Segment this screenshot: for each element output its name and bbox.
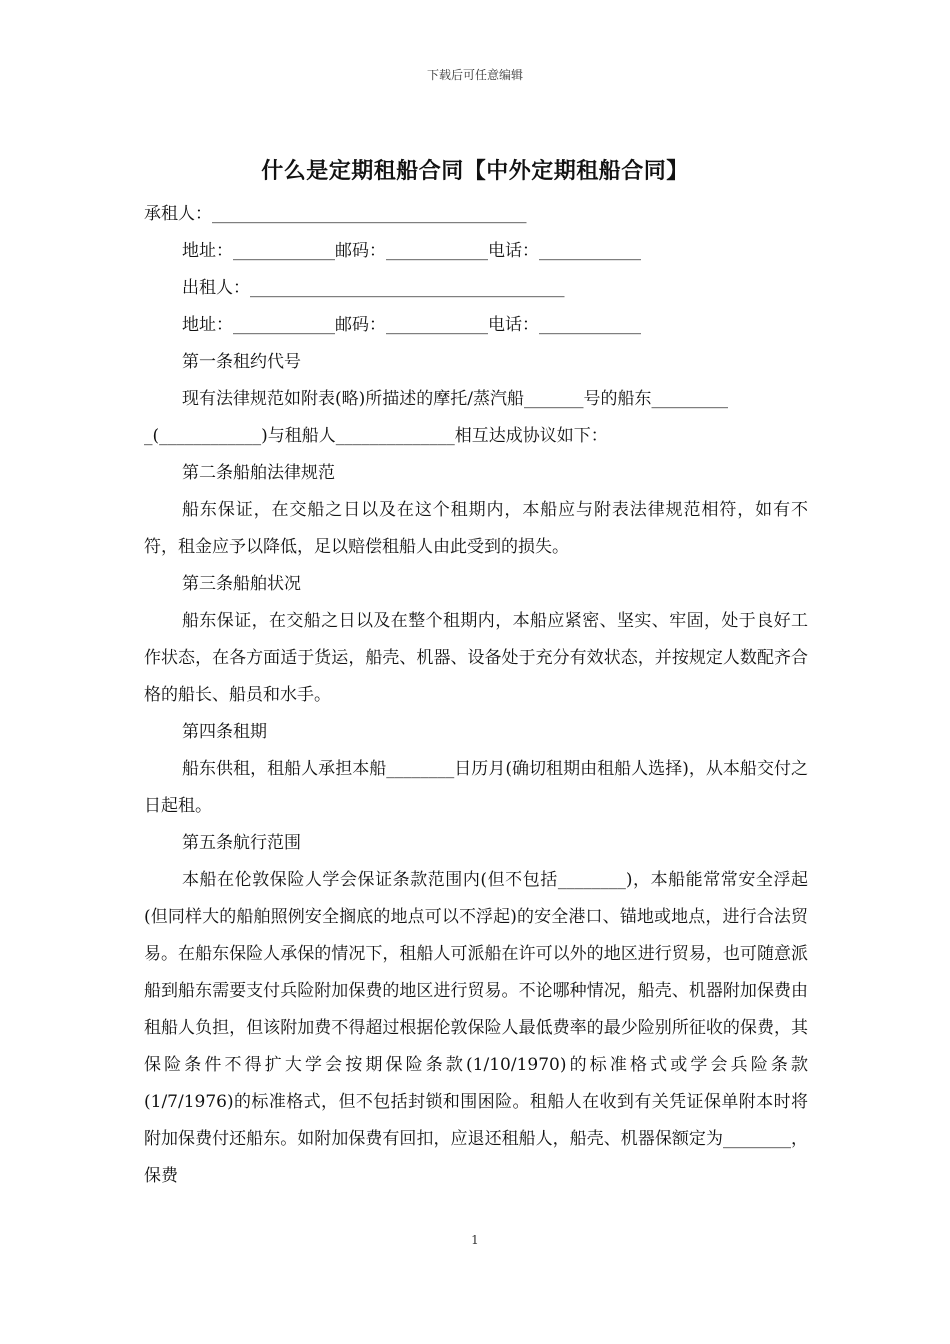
lessor-contact-line: 地址：____________邮码：____________电话：____________: [182, 315, 641, 335]
article-3-text: 船东保证，在交船之日以及在整个租期内，本船应紧密、坚实、牢固，处于良好工作状态，在各方面适于货运，船壳、机器、设备处于充分有效状态，并按规定人数配齐合格的船长、船员和水手。: [144, 611, 808, 705]
article-5-title: 第五条航行范围: [182, 833, 301, 853]
article-3-title: 第三条船舶状况: [182, 574, 301, 594]
article-1-title: 第一条租约代号: [182, 352, 301, 372]
article-4-title: 第四条租期: [182, 722, 267, 742]
document-body: [144, 196, 808, 1195]
article-1-line-2: _(____________)与租船人______________相互达成协议如下：: [144, 426, 608, 446]
lessee-line: 承租人：_____________________________________: [144, 204, 527, 224]
lessor-line: 出租人：_____________________________________: [182, 278, 565, 298]
article-4-text: 船东供租，租船人承担本船________日历月(确切租期由租船人选择)，从本船交付之日起租。: [144, 759, 808, 816]
page-header: 下载后可任意编辑: [426, 68, 523, 82]
page-number: 1: [471, 1233, 479, 1247]
article-2-title: 第二条船舶法律规范: [182, 463, 335, 483]
lessee-contact-line: 地址：____________邮码：____________电话：____________: [182, 241, 641, 261]
article-5-text: 本船在伦敦保险人学会保证条款范围内(但不包括________)，本船能常常安全浮起(但同样大的船舶照例安全搁底的地点可以不浮起)的安全港口、锚地或地点，进行合法贸易。在船东保险人承保的情况下，租船人可派船在许可以外的地区进行贸易，也可随意派船到船东需要支付兵险附加保费的地区进行贸易。不论哪种情况，船壳、机器附加保费由租船人负担，但该附加费不得超过根据伦敦保险人最低费率的最少险别所征收的保费，其保险条件不得扩大学会按期保险条款(1/10/1970)的标准格式或学会兵险条款(1/7/1976)的标准格式，但不包括封锁和围困险。租船人在收到有关凭证保单附本时将附加保费付还船东。如附加保费有回扣，应退还租船人，船壳、机器保额定为________，保费: [144, 870, 808, 1186]
article-1-line-1: 现有法律规范如附表(略)所描述的摩托/蒸汽船_______号的船东_________: [182, 389, 728, 409]
article-2-text: 船东保证，在交船之日以及在这个租期内，本船应与附表法律规范相符，如有不符，租金应予以降低，足以赔偿租船人由此受到的损失。: [144, 500, 808, 557]
document-title: 什么是定期租船合同【中外定期租船合同】: [261, 158, 689, 184]
